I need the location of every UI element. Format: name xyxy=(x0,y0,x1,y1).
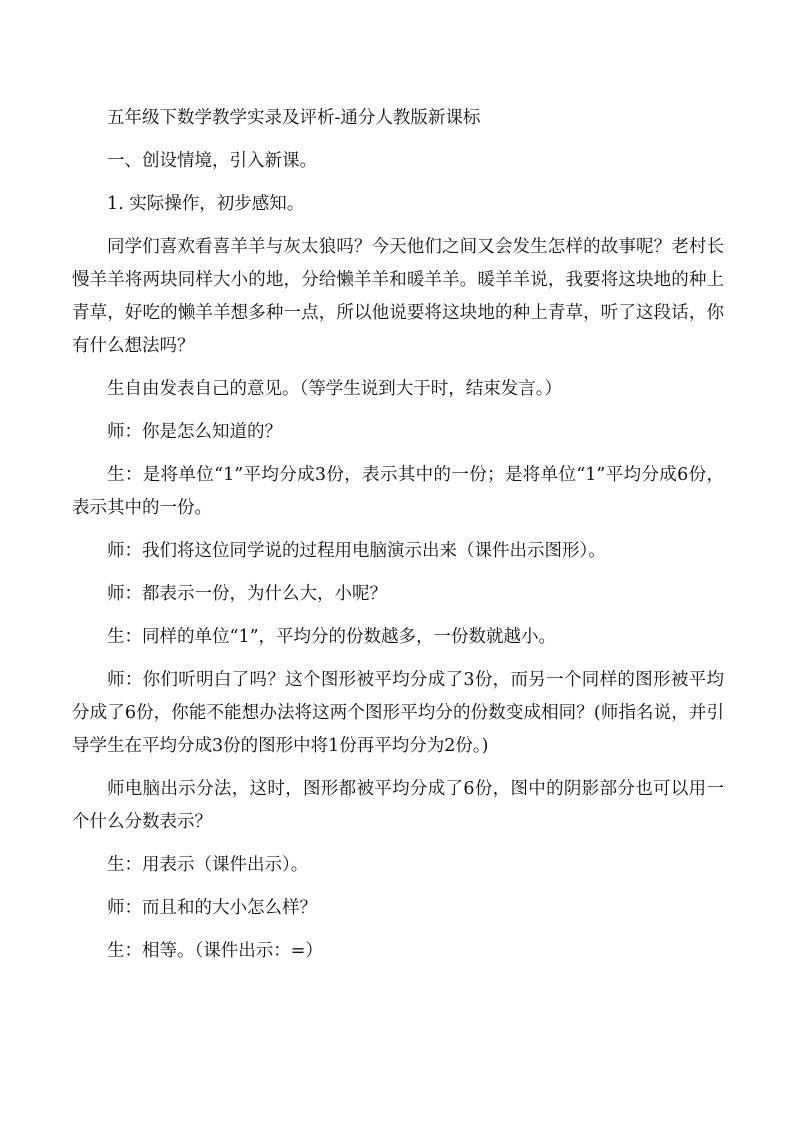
document-title: 五年级下数学教学实录及评析-通分人教版新课标 xyxy=(107,108,481,128)
paragraph-teacher-guidance: 师：你们听明白了吗？这个图形被平均分成了3份，而另一个同样的图形被平均分成了6份，你能不能想办法将这两个图形平均分的份数变成相同？(师指名说，并引导学生在平均分成3份的图形中将1份再平均分为2份。) xyxy=(72,670,724,756)
paragraph-teacher-question-2: 师：都表示一份，为什么大，小呢？ xyxy=(107,584,387,604)
paragraph-computer-demo: 师电脑出示分法，这时，图形都被平均分成了6份，图中的阴影部分也可以用一个什么分数表示？ xyxy=(72,779,724,832)
paragraph-teacher-question-3: 师：而且和的大小怎么样？ xyxy=(107,898,317,918)
paragraph-student-answer-2: 生：同样的单位“1”，平均分的份数越多，一份数就越小。 xyxy=(107,627,557,647)
paragraph-student-opinions: 生自由发表自己的意见。（等学生说到大于时，结束发言。） xyxy=(107,379,562,399)
paragraph-student-answer-4: 生：相等。（课件出示：=） xyxy=(107,941,323,961)
section-heading: 一、创设情境，引入新课。 xyxy=(107,151,317,171)
paragraph-teacher-demo: 师：我们将这位同学说的过程用电脑演示出来（课件出示图形）。 xyxy=(107,541,606,561)
document-body xyxy=(72,102,724,978)
paragraph-student-answer-1: 生：是将单位“1”平均分成3份，表示其中的一份；是将单位“1”平均分成6份，表示其中的一份。 xyxy=(72,465,724,518)
subheading: 1. 实际操作，初步感知。 xyxy=(107,194,305,214)
paragraph-teacher-question-1: 师：你是怎么知道的？ xyxy=(107,422,282,442)
paragraph-intro-story: 同学们喜欢看喜羊羊与灰太狼吗？今天他们之间又会发生怎样的故事呢？老村长慢羊羊将两块同样大小的地，分给懒羊羊和暖羊羊。暖羊羊说，我要将这块地的种上青草，好吃的懒羊羊想多种一点，所以他说要将这块地的种上青草，听了这段话，你有什么想法吗？ xyxy=(72,237,724,356)
paragraph-student-answer-3: 生：用表示（课件出示）。 xyxy=(107,855,309,875)
